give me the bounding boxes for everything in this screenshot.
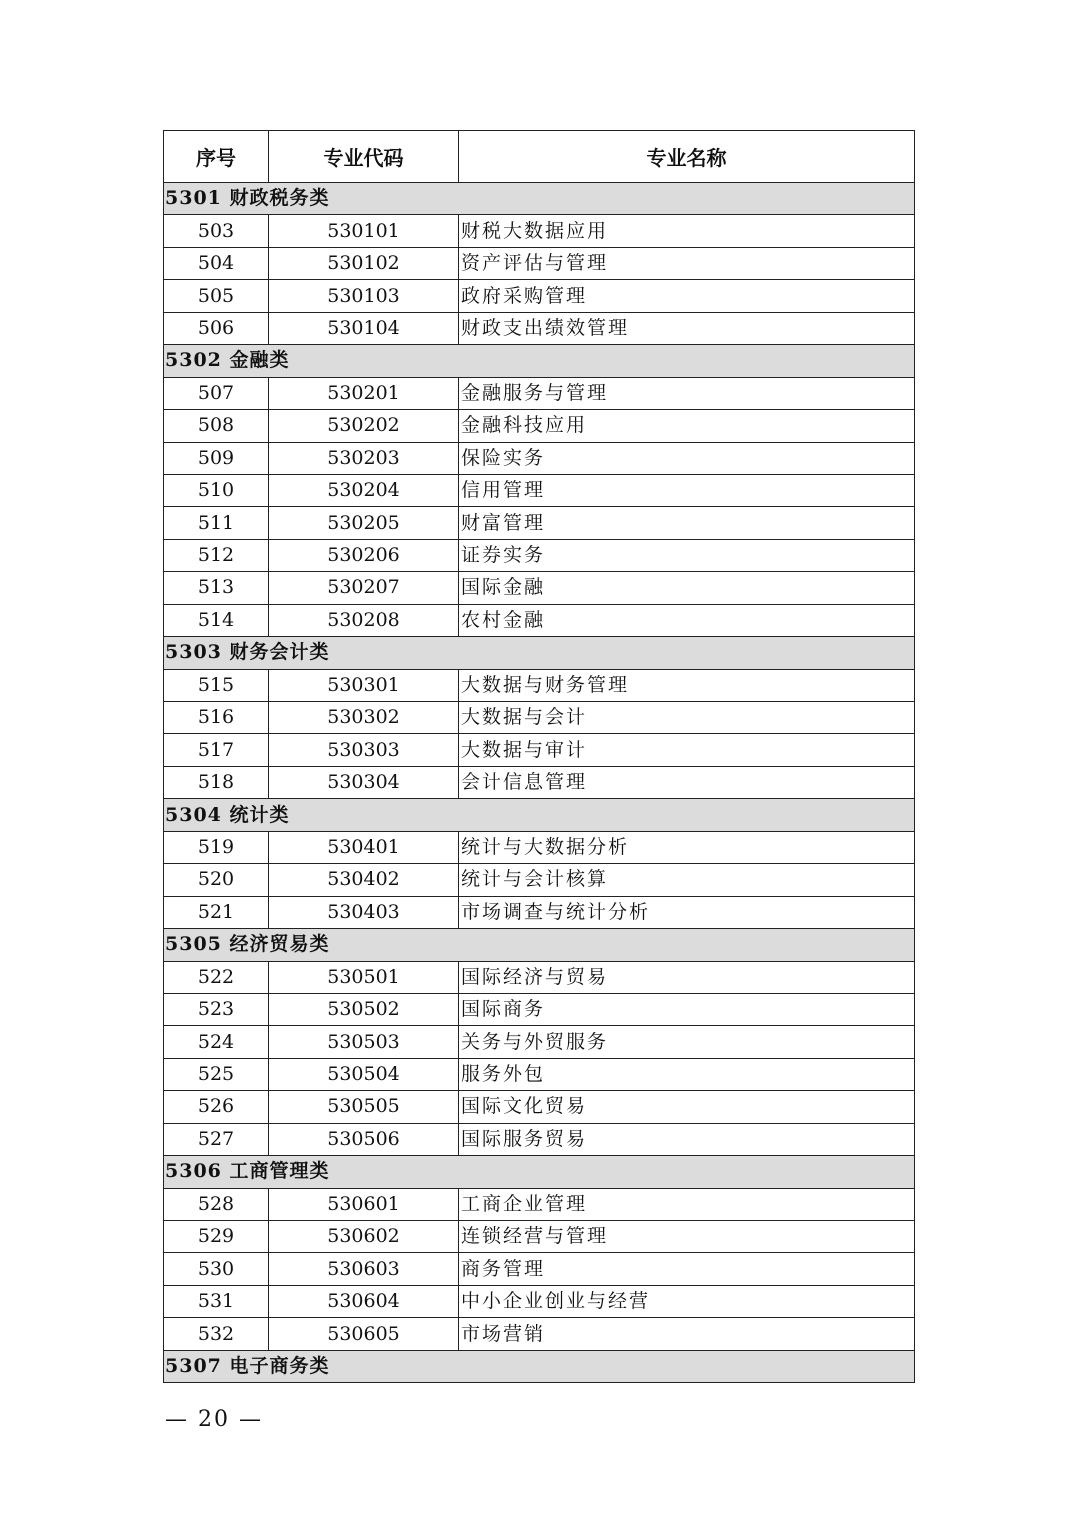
code-cell: 530301 [269, 669, 459, 701]
seq-cell: 525 [164, 1058, 269, 1090]
category-label: 5305 经济贸易类 [164, 929, 915, 961]
category-row [164, 929, 915, 961]
name-cell: 财税大数据应用 [459, 215, 915, 247]
name-cell: 大数据与财务管理 [459, 669, 915, 701]
code-cell: 530104 [269, 312, 459, 344]
seq-cell: 512 [164, 539, 269, 571]
code-cell: 530506 [269, 1123, 459, 1155]
code-cell: 530102 [269, 247, 459, 279]
table-row [164, 669, 915, 701]
name-cell: 资产评估与管理 [459, 247, 915, 279]
seq-cell: 508 [164, 410, 269, 442]
code-cell: 530203 [269, 442, 459, 474]
table-row [164, 280, 915, 312]
seq-cell: 504 [164, 247, 269, 279]
name-cell: 服务外包 [459, 1058, 915, 1090]
code-cell: 530501 [269, 961, 459, 993]
table-row [164, 1285, 915, 1317]
name-cell: 会计信息管理 [459, 766, 915, 798]
name-cell: 国际文化贸易 [459, 1091, 915, 1123]
seq-cell: 513 [164, 572, 269, 604]
code-cell: 530504 [269, 1058, 459, 1090]
code-cell: 530303 [269, 734, 459, 766]
name-cell: 市场营销 [459, 1318, 915, 1350]
name-cell: 政府采购管理 [459, 280, 915, 312]
code-cell: 530206 [269, 539, 459, 571]
name-cell: 商务管理 [459, 1253, 915, 1285]
code-cell: 530401 [269, 831, 459, 863]
code-cell: 530503 [269, 1026, 459, 1058]
table-row [164, 507, 915, 539]
table-row [164, 572, 915, 604]
seq-cell: 506 [164, 312, 269, 344]
seq-cell: 526 [164, 1091, 269, 1123]
category-row [164, 1156, 915, 1188]
category-row [164, 799, 915, 831]
code-cell: 530603 [269, 1253, 459, 1285]
table-row [164, 831, 915, 863]
table-row [164, 896, 915, 928]
seq-cell: 531 [164, 1285, 269, 1317]
code-cell: 530403 [269, 896, 459, 928]
name-cell: 统计与会计核算 [459, 864, 915, 896]
code-cell: 530601 [269, 1188, 459, 1220]
seq-cell: 517 [164, 734, 269, 766]
table-row [164, 377, 915, 409]
code-cell: 530103 [269, 280, 459, 312]
code-cell: 530304 [269, 766, 459, 798]
code-cell: 530605 [269, 1318, 459, 1350]
seq-cell: 528 [164, 1188, 269, 1220]
table-row [164, 702, 915, 734]
name-cell: 金融科技应用 [459, 410, 915, 442]
seq-cell: 529 [164, 1221, 269, 1253]
majors-table [163, 130, 915, 1383]
table-row [164, 961, 915, 993]
name-cell: 大数据与审计 [459, 734, 915, 766]
code-cell: 530602 [269, 1221, 459, 1253]
name-cell: 财富管理 [459, 507, 915, 539]
table-header-row [164, 131, 915, 183]
table-row [164, 1253, 915, 1285]
name-cell: 大数据与会计 [459, 702, 915, 734]
name-cell: 国际商务 [459, 993, 915, 1025]
code-cell: 530502 [269, 993, 459, 1025]
name-cell: 国际服务贸易 [459, 1123, 915, 1155]
code-cell: 530205 [269, 507, 459, 539]
table-row [164, 734, 915, 766]
name-cell: 市场调查与统计分析 [459, 896, 915, 928]
category-label: 5303 财务会计类 [164, 637, 915, 669]
category-label: 5302 金融类 [164, 345, 915, 377]
seq-cell: 515 [164, 669, 269, 701]
seq-cell: 530 [164, 1253, 269, 1285]
name-cell: 工商企业管理 [459, 1188, 915, 1220]
name-cell: 保险实务 [459, 442, 915, 474]
code-cell: 530207 [269, 572, 459, 604]
page-number: — 20 — [165, 1407, 263, 1432]
seq-cell: 519 [164, 831, 269, 863]
seq-cell: 507 [164, 377, 269, 409]
name-cell: 财政支出绩效管理 [459, 312, 915, 344]
seq-cell: 509 [164, 442, 269, 474]
seq-cell: 505 [164, 280, 269, 312]
table-body [164, 183, 915, 1383]
seq-cell: 521 [164, 896, 269, 928]
table-row [164, 1188, 915, 1220]
name-cell: 连锁经营与管理 [459, 1221, 915, 1253]
seq-cell: 520 [164, 864, 269, 896]
seq-cell: 532 [164, 1318, 269, 1350]
table-row [164, 312, 915, 344]
table-row [164, 604, 915, 636]
table-row [164, 410, 915, 442]
name-cell: 农村金融 [459, 604, 915, 636]
code-cell: 530204 [269, 474, 459, 506]
code-cell: 530302 [269, 702, 459, 734]
table-row [164, 1123, 915, 1155]
table-row [164, 474, 915, 506]
table-row [164, 215, 915, 247]
name-cell: 金融服务与管理 [459, 377, 915, 409]
category-row [164, 637, 915, 669]
table-row [164, 993, 915, 1025]
code-cell: 530208 [269, 604, 459, 636]
seq-cell: 514 [164, 604, 269, 636]
category-row [164, 1350, 915, 1382]
code-cell: 530604 [269, 1285, 459, 1317]
name-cell: 信用管理 [459, 474, 915, 506]
header-name: 专业名称 [459, 131, 915, 183]
seq-cell: 510 [164, 474, 269, 506]
code-cell: 530202 [269, 410, 459, 442]
table-row [164, 442, 915, 474]
table-row [164, 766, 915, 798]
seq-cell: 523 [164, 993, 269, 1025]
code-cell: 530505 [269, 1091, 459, 1123]
header-code: 专业代码 [269, 131, 459, 183]
seq-cell: 524 [164, 1026, 269, 1058]
name-cell: 证券实务 [459, 539, 915, 571]
seq-cell: 527 [164, 1123, 269, 1155]
category-row [164, 345, 915, 377]
name-cell: 中小企业创业与经营 [459, 1285, 915, 1317]
table-row [164, 247, 915, 279]
category-label: 5307 电子商务类 [164, 1350, 915, 1382]
seq-cell: 503 [164, 215, 269, 247]
table-row [164, 1026, 915, 1058]
table-row [164, 1318, 915, 1350]
name-cell: 国际金融 [459, 572, 915, 604]
code-cell: 530101 [269, 215, 459, 247]
seq-cell: 518 [164, 766, 269, 798]
seq-cell: 522 [164, 961, 269, 993]
table-row [164, 864, 915, 896]
header-seq: 序号 [164, 131, 269, 183]
code-cell: 530402 [269, 864, 459, 896]
seq-cell: 516 [164, 702, 269, 734]
table-row [164, 539, 915, 571]
table-row [164, 1091, 915, 1123]
category-label: 5306 工商管理类 [164, 1156, 915, 1188]
category-label: 5301 财政税务类 [164, 183, 915, 215]
code-cell: 530201 [269, 377, 459, 409]
name-cell: 统计与大数据分析 [459, 831, 915, 863]
category-label: 5304 统计类 [164, 799, 915, 831]
table-row [164, 1058, 915, 1090]
table-row [164, 1221, 915, 1253]
category-row [164, 183, 915, 215]
name-cell: 关务与外贸服务 [459, 1026, 915, 1058]
name-cell: 国际经济与贸易 [459, 961, 915, 993]
seq-cell: 511 [164, 507, 269, 539]
